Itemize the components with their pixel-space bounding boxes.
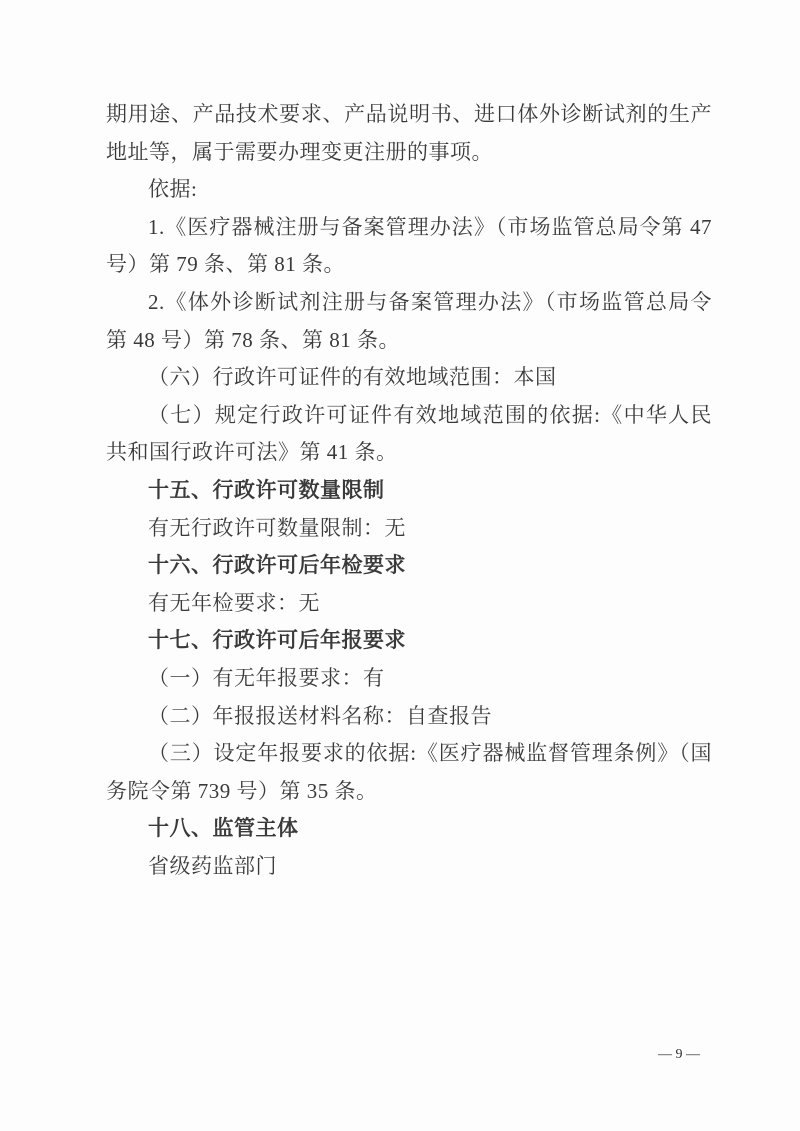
paragraph-supervising-body-answer: 省级药监部门 bbox=[148, 853, 277, 878]
heading-15-quantity-limit: 十五、行政许可数量限制 bbox=[148, 478, 385, 502]
heading-17-annual-report: 十七、行政许可后年报要求 bbox=[148, 629, 406, 653]
paragraph-annual-report-item-1: （一）有无年报要求：有 bbox=[148, 665, 385, 690]
paragraph-annual-report-item-3: （三）设定年报要求的依据:《医疗器械监督管理条例》（国务院令第 739 号）第 35 条。 bbox=[106, 741, 712, 803]
paragraph-item-6-valid-region: （六）行政许可证件的有效地域范围：本国 bbox=[148, 365, 557, 390]
paragraph-basis-item-2: 2.《体外诊断试剂注册与备案管理办法》（市场监管总局令第 48 号）第 78 条、第 81 条。 bbox=[106, 289, 712, 352]
heading-18-supervising-body: 十八、监管主体 bbox=[148, 817, 299, 841]
document-body bbox=[106, 96, 712, 885]
page-number: — 9 — bbox=[658, 1047, 700, 1062]
paragraph-basis-label: 依据: bbox=[148, 177, 198, 202]
paragraph-basis-item-1: 1.《医疗器械注册与备案管理办法》（市场监管总局令第 47 号）第 79 条、第 81 条。 bbox=[106, 214, 712, 277]
paragraph-quantity-limit-answer: 有无行政许可数量限制：无 bbox=[148, 515, 406, 540]
paragraph-annual-inspection-answer: 有无年检要求：无 bbox=[148, 590, 320, 615]
paragraph-annual-report-item-2: （二）年报报送材料名称：自查报告 bbox=[148, 703, 492, 728]
heading-16-annual-inspection: 十六、行政许可后年检要求 bbox=[148, 554, 406, 578]
paragraph-item-7-region-basis: （七）规定行政许可证件有效地域范围的依据:《中华人民共和国行政许可法》第 41 条。 bbox=[106, 402, 712, 465]
paragraph-change-registration: 期用途、产品技术要求、产品说明书、进口体外诊断试剂的生产地址等，属于需要办理变更注册的事项。 bbox=[106, 102, 712, 164]
